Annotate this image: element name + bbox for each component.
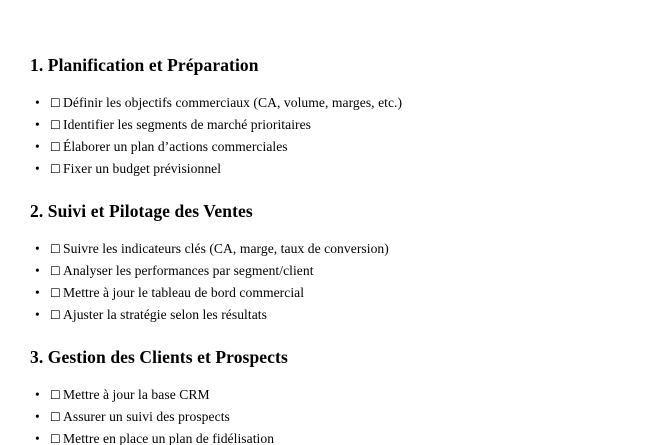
checkbox-icon[interactable]: ☐	[50, 410, 61, 424]
checklist-item-label: Ajuster la stratégie selon les résultats	[63, 307, 267, 322]
checkbox-icon[interactable]: ☐	[50, 308, 61, 322]
document-body	[0, 55, 657, 445]
checklist-item-label: Mettre à jour la base CRM	[63, 387, 210, 402]
section-heading: 1. Planification et Préparation	[30, 55, 259, 75]
checkbox-icon[interactable]: ☐	[50, 286, 61, 300]
checklist-item-label: Suivre les indicateurs clés (CA, marge, taux de conversion)	[63, 241, 389, 256]
checklist-item[interactable]	[30, 238, 637, 260]
checklist-item-label: Analyser les performances par segment/client	[63, 263, 314, 278]
checkbox-icon[interactable]: ☐	[50, 162, 61, 176]
bullet-icon: •	[35, 95, 40, 110]
document-section	[30, 326, 637, 445]
checklist-item[interactable]	[30, 114, 637, 136]
checklist-item-label: Identifier les segments de marché prioritaires	[63, 117, 312, 132]
section-heading: 2. Suivi et Pilotage des Ventes	[30, 201, 253, 221]
checklist-item[interactable]	[30, 260, 637, 282]
bullet-icon: •	[35, 263, 40, 278]
checklist-item[interactable]	[30, 384, 637, 406]
checkbox-icon[interactable]: ☐	[50, 118, 61, 132]
checklist	[30, 75, 637, 180]
checkbox-icon[interactable]: ☐	[50, 242, 61, 256]
checkbox-icon[interactable]: ☐	[50, 432, 61, 445]
checklist-item[interactable]	[30, 158, 637, 180]
bullet-icon: •	[35, 409, 40, 424]
checklist-item-label: Définir les objectifs commerciaux (CA, volume, marges, etc.)	[63, 95, 403, 110]
bullet-icon: •	[35, 431, 40, 445]
checkbox-icon[interactable]: ☐	[50, 96, 61, 110]
checklist-item-label: Élaborer un plan d’actions commerciales	[63, 139, 288, 154]
checklist-item-label: Mettre en place un plan de fidélisation	[63, 431, 275, 445]
document-section	[30, 180, 637, 326]
bullet-icon: •	[35, 117, 40, 132]
checklist-item[interactable]	[30, 304, 637, 326]
bullet-icon: •	[35, 139, 40, 154]
section-heading: 3. Gestion des Clients et Prospects	[30, 347, 288, 367]
checklist-item[interactable]	[30, 428, 637, 445]
checklist-item-label: Mettre à jour le tableau de bord commercial	[63, 285, 305, 300]
bullet-icon: •	[35, 161, 40, 176]
document-section	[30, 55, 637, 180]
checklist-item[interactable]	[30, 92, 637, 114]
checklist-item[interactable]	[30, 136, 637, 158]
checklist-item[interactable]	[30, 406, 637, 428]
checkbox-icon[interactable]: ☐	[50, 264, 61, 278]
checklist-item[interactable]	[30, 282, 637, 304]
checklist	[30, 367, 637, 445]
bullet-icon: •	[35, 387, 40, 402]
checklist-item-label: Fixer un budget prévisionnel	[63, 161, 222, 176]
checklist	[30, 221, 637, 326]
bullet-icon: •	[35, 307, 40, 322]
bullet-icon: •	[35, 285, 40, 300]
checkbox-icon[interactable]: ☐	[50, 388, 61, 402]
checkbox-icon[interactable]: ☐	[50, 140, 61, 154]
checklist-item-label: Assurer un suivi des prospects	[63, 409, 230, 424]
bullet-icon: •	[35, 241, 40, 256]
